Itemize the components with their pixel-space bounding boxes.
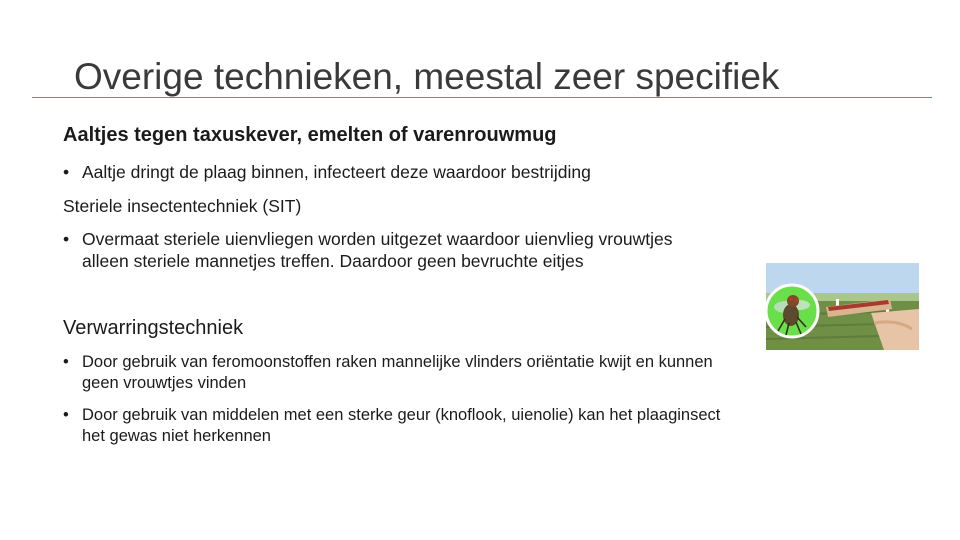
title-underline — [32, 97, 932, 98]
bullet-dot: • — [63, 406, 69, 424]
bullet-text-line-1: Door gebruik van middelen met een sterke geur (knoflook, uienolie) kan het plaaginsect — [82, 406, 721, 424]
section2-heading: Verwarringstechniek — [63, 317, 244, 339]
section1-heading: Aaltjes tegen taxuskever, emelten of varenrouwmug — [63, 124, 557, 146]
bullet-text-line-2: het gewas niet herkennen — [82, 427, 271, 445]
bullet-dot: • — [63, 353, 69, 371]
bullet-dot: • — [63, 162, 70, 182]
bullet-dot: • — [63, 229, 70, 249]
section1-subheading: Steriele insectentechniek (SIT) — [63, 196, 302, 216]
bullet-text-line-2: geen vrouwtjes vinden — [82, 374, 247, 392]
bullet-text-line-1: Door gebruik van feromoonstoffen raken mannelijke vlinders oriëntatie kwijt en kunnen — [82, 353, 713, 371]
sterile-fly-release-photo — [766, 263, 919, 350]
bullet-text-line-2: alleen steriele mannetjes treffen. Daardoor geen bevruchte eitjes — [82, 251, 584, 271]
photo-illustration — [766, 263, 919, 350]
slide-title: Overige technieken, meestal zeer specifiek — [74, 56, 780, 97]
bullet-text-line-1: Overmaat steriele uienvliegen worden uitgezet waardoor uienvlieg vrouwtjes — [82, 229, 673, 249]
bullet-text: Aaltje dringt de plaag binnen, infecteert deze waardoor bestrijding — [82, 162, 591, 182]
